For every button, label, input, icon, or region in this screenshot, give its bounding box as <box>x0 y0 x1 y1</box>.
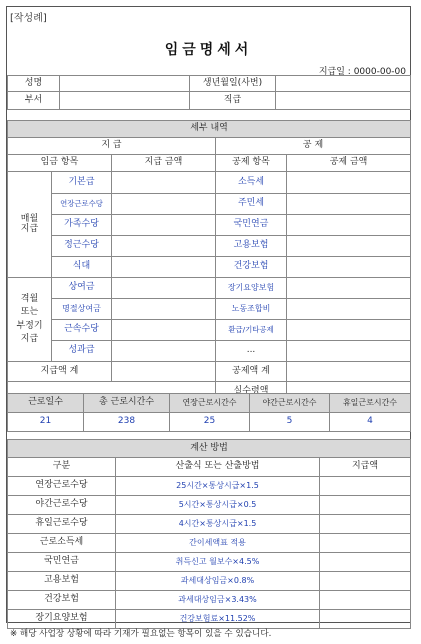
hours-value[interactable]: 21 <box>8 413 84 432</box>
pay-item-col: 임금 항목 <box>8 155 112 172</box>
hours-header: 야간근로시간수 <box>250 394 330 413</box>
deduct-amount[interactable] <box>287 299 411 320</box>
employee-info-table <box>7 75 411 110</box>
hours-header: 근로일수 <box>8 394 84 413</box>
position-label: 직급 <box>190 92 276 110</box>
deduct-item: 소득세 <box>216 172 287 194</box>
calc-item: 국민연금 <box>8 553 116 572</box>
calc-formula: 과세대상임금×0.8% <box>116 572 320 591</box>
calc-formula: 간이세액표 적용 <box>116 534 320 553</box>
detail-table <box>7 120 411 410</box>
calc-amount[interactable] <box>320 572 411 591</box>
deduct-amount[interactable] <box>287 215 411 236</box>
deduct-amount[interactable] <box>287 257 411 278</box>
pay-amount[interactable] <box>112 257 216 278</box>
birth-label: 생년월일(사번) <box>190 76 276 92</box>
pay-item: 성과급 <box>52 341 112 362</box>
deduct-amount[interactable] <box>287 236 411 257</box>
calc-formula: 5시간×통상시급×0.5 <box>116 496 320 515</box>
calc-table <box>7 439 411 629</box>
calc-item: 장기요양보험 <box>8 610 116 629</box>
irregular-group-label: 격월 또는 부정기 지급 <box>8 278 52 362</box>
hours-value[interactable]: 4 <box>330 413 411 432</box>
name-value[interactable] <box>60 76 190 92</box>
pay-item: 정근수당 <box>52 236 112 257</box>
calc-amount[interactable] <box>320 477 411 496</box>
deduct-amount[interactable] <box>287 341 411 362</box>
pay-header: 지 급 <box>8 138 216 155</box>
pay-amount[interactable] <box>112 194 216 215</box>
pay-amount-col: 지급 금액 <box>112 155 216 172</box>
pay-amount[interactable] <box>112 299 216 320</box>
monthly-group-label: 매월 지급 <box>8 172 52 278</box>
calc-item: 연장근로수당 <box>8 477 116 496</box>
deduct-item: 노동조합비 <box>216 299 287 320</box>
calc-amount[interactable] <box>320 591 411 610</box>
hours-header: 휴일근로시간수 <box>330 394 411 413</box>
calc-amount[interactable] <box>320 534 411 553</box>
deduct-amount[interactable] <box>287 172 411 194</box>
deduct-total-value[interactable] <box>287 362 411 382</box>
pay-amount[interactable] <box>112 236 216 257</box>
position-value[interactable] <box>276 92 411 110</box>
dept-value[interactable] <box>60 92 190 110</box>
example-tag: [작성례] <box>10 13 47 24</box>
pay-item: 근속수당 <box>52 320 112 341</box>
pay-item: 식대 <box>52 257 112 278</box>
detail-section-title: 세부 내역 <box>8 121 411 138</box>
deduct-amount[interactable] <box>287 320 411 341</box>
deduct-item: 건강보험 <box>216 257 287 278</box>
calc-item: 고용보험 <box>8 572 116 591</box>
calc-formula: 4시간×통상시급×1.5 <box>116 515 320 534</box>
deduct-amount[interactable] <box>287 194 411 215</box>
pay-amount[interactable] <box>112 341 216 362</box>
deduct-item: ... <box>216 341 287 362</box>
document-title: 임금명세서 <box>164 42 253 58</box>
birth-value[interactable] <box>276 76 411 92</box>
calc-formula: 건강보험료×11.52% <box>116 610 320 629</box>
deduct-item-col: 공제 항목 <box>216 155 287 172</box>
hours-value[interactable]: 238 <box>84 413 170 432</box>
hours-table <box>7 393 411 432</box>
calc-header: 지급액 <box>320 458 411 477</box>
calc-header: 구분 <box>8 458 116 477</box>
calc-formula: 과세대상임금×3.43% <box>116 591 320 610</box>
deduct-item: 장기요양보험 <box>216 278 287 299</box>
deduct-item: 주민세 <box>216 194 287 215</box>
calc-amount[interactable] <box>320 610 411 629</box>
calc-header: 산출식 또는 산출방법 <box>116 458 320 477</box>
calc-section-title: 계산 방법 <box>8 440 411 458</box>
calc-formula: 취득신고 월보수×4.5% <box>116 553 320 572</box>
deduct-item: 국민연금 <box>216 215 287 236</box>
net-pay-label: 실수령액 <box>216 382 287 402</box>
pay-item: 기본급 <box>52 172 112 194</box>
calc-item: 근로소득세 <box>8 534 116 553</box>
calc-item: 야간근로수당 <box>8 496 116 515</box>
hours-value[interactable]: 25 <box>170 413 250 432</box>
pay-amount[interactable] <box>112 172 216 194</box>
hours-header: 총 근로시간수 <box>84 394 170 413</box>
pay-item: 명절상여금 <box>52 299 112 320</box>
deduct-header: 공 제 <box>216 138 411 155</box>
calc-item: 휴일근로수당 <box>8 515 116 534</box>
pay-total-value[interactable] <box>112 362 216 382</box>
calc-formula: 25시간×통상시급×1.5 <box>116 477 320 496</box>
pay-item: 연장근로수당 <box>52 194 112 215</box>
pay-item: 상여금 <box>52 278 112 299</box>
calc-amount[interactable] <box>320 553 411 572</box>
hours-header: 연장근로시간수 <box>170 394 250 413</box>
dept-label: 부서 <box>8 92 60 110</box>
pay-item: 가족수당 <box>52 215 112 236</box>
deduct-item: 환급/기타공제 <box>216 320 287 341</box>
calc-amount[interactable] <box>320 496 411 515</box>
pay-statement-sheet <box>6 6 411 623</box>
deduct-amount[interactable] <box>287 278 411 299</box>
deduct-amount-col: 공제 금액 <box>287 155 411 172</box>
footnote: ※ 해당 사업장 상황에 따라 기재가 필요없는 항목이 있을 수 있습니다. <box>10 629 272 639</box>
pay-total-label: 지급액 계 <box>8 362 112 382</box>
deduct-total-label: 공제액 계 <box>216 362 287 382</box>
calc-item: 건강보험 <box>8 591 116 610</box>
name-label: 성명 <box>8 76 60 92</box>
deduct-item: 고용보험 <box>216 236 287 257</box>
pay-amount[interactable] <box>112 320 216 341</box>
calc-amount[interactable] <box>320 515 411 534</box>
pay-date: 지급일 : 0000-00-00 <box>318 67 406 77</box>
hours-value[interactable]: 5 <box>250 413 330 432</box>
pay-amount[interactable] <box>112 278 216 299</box>
pay-amount[interactable] <box>112 215 216 236</box>
